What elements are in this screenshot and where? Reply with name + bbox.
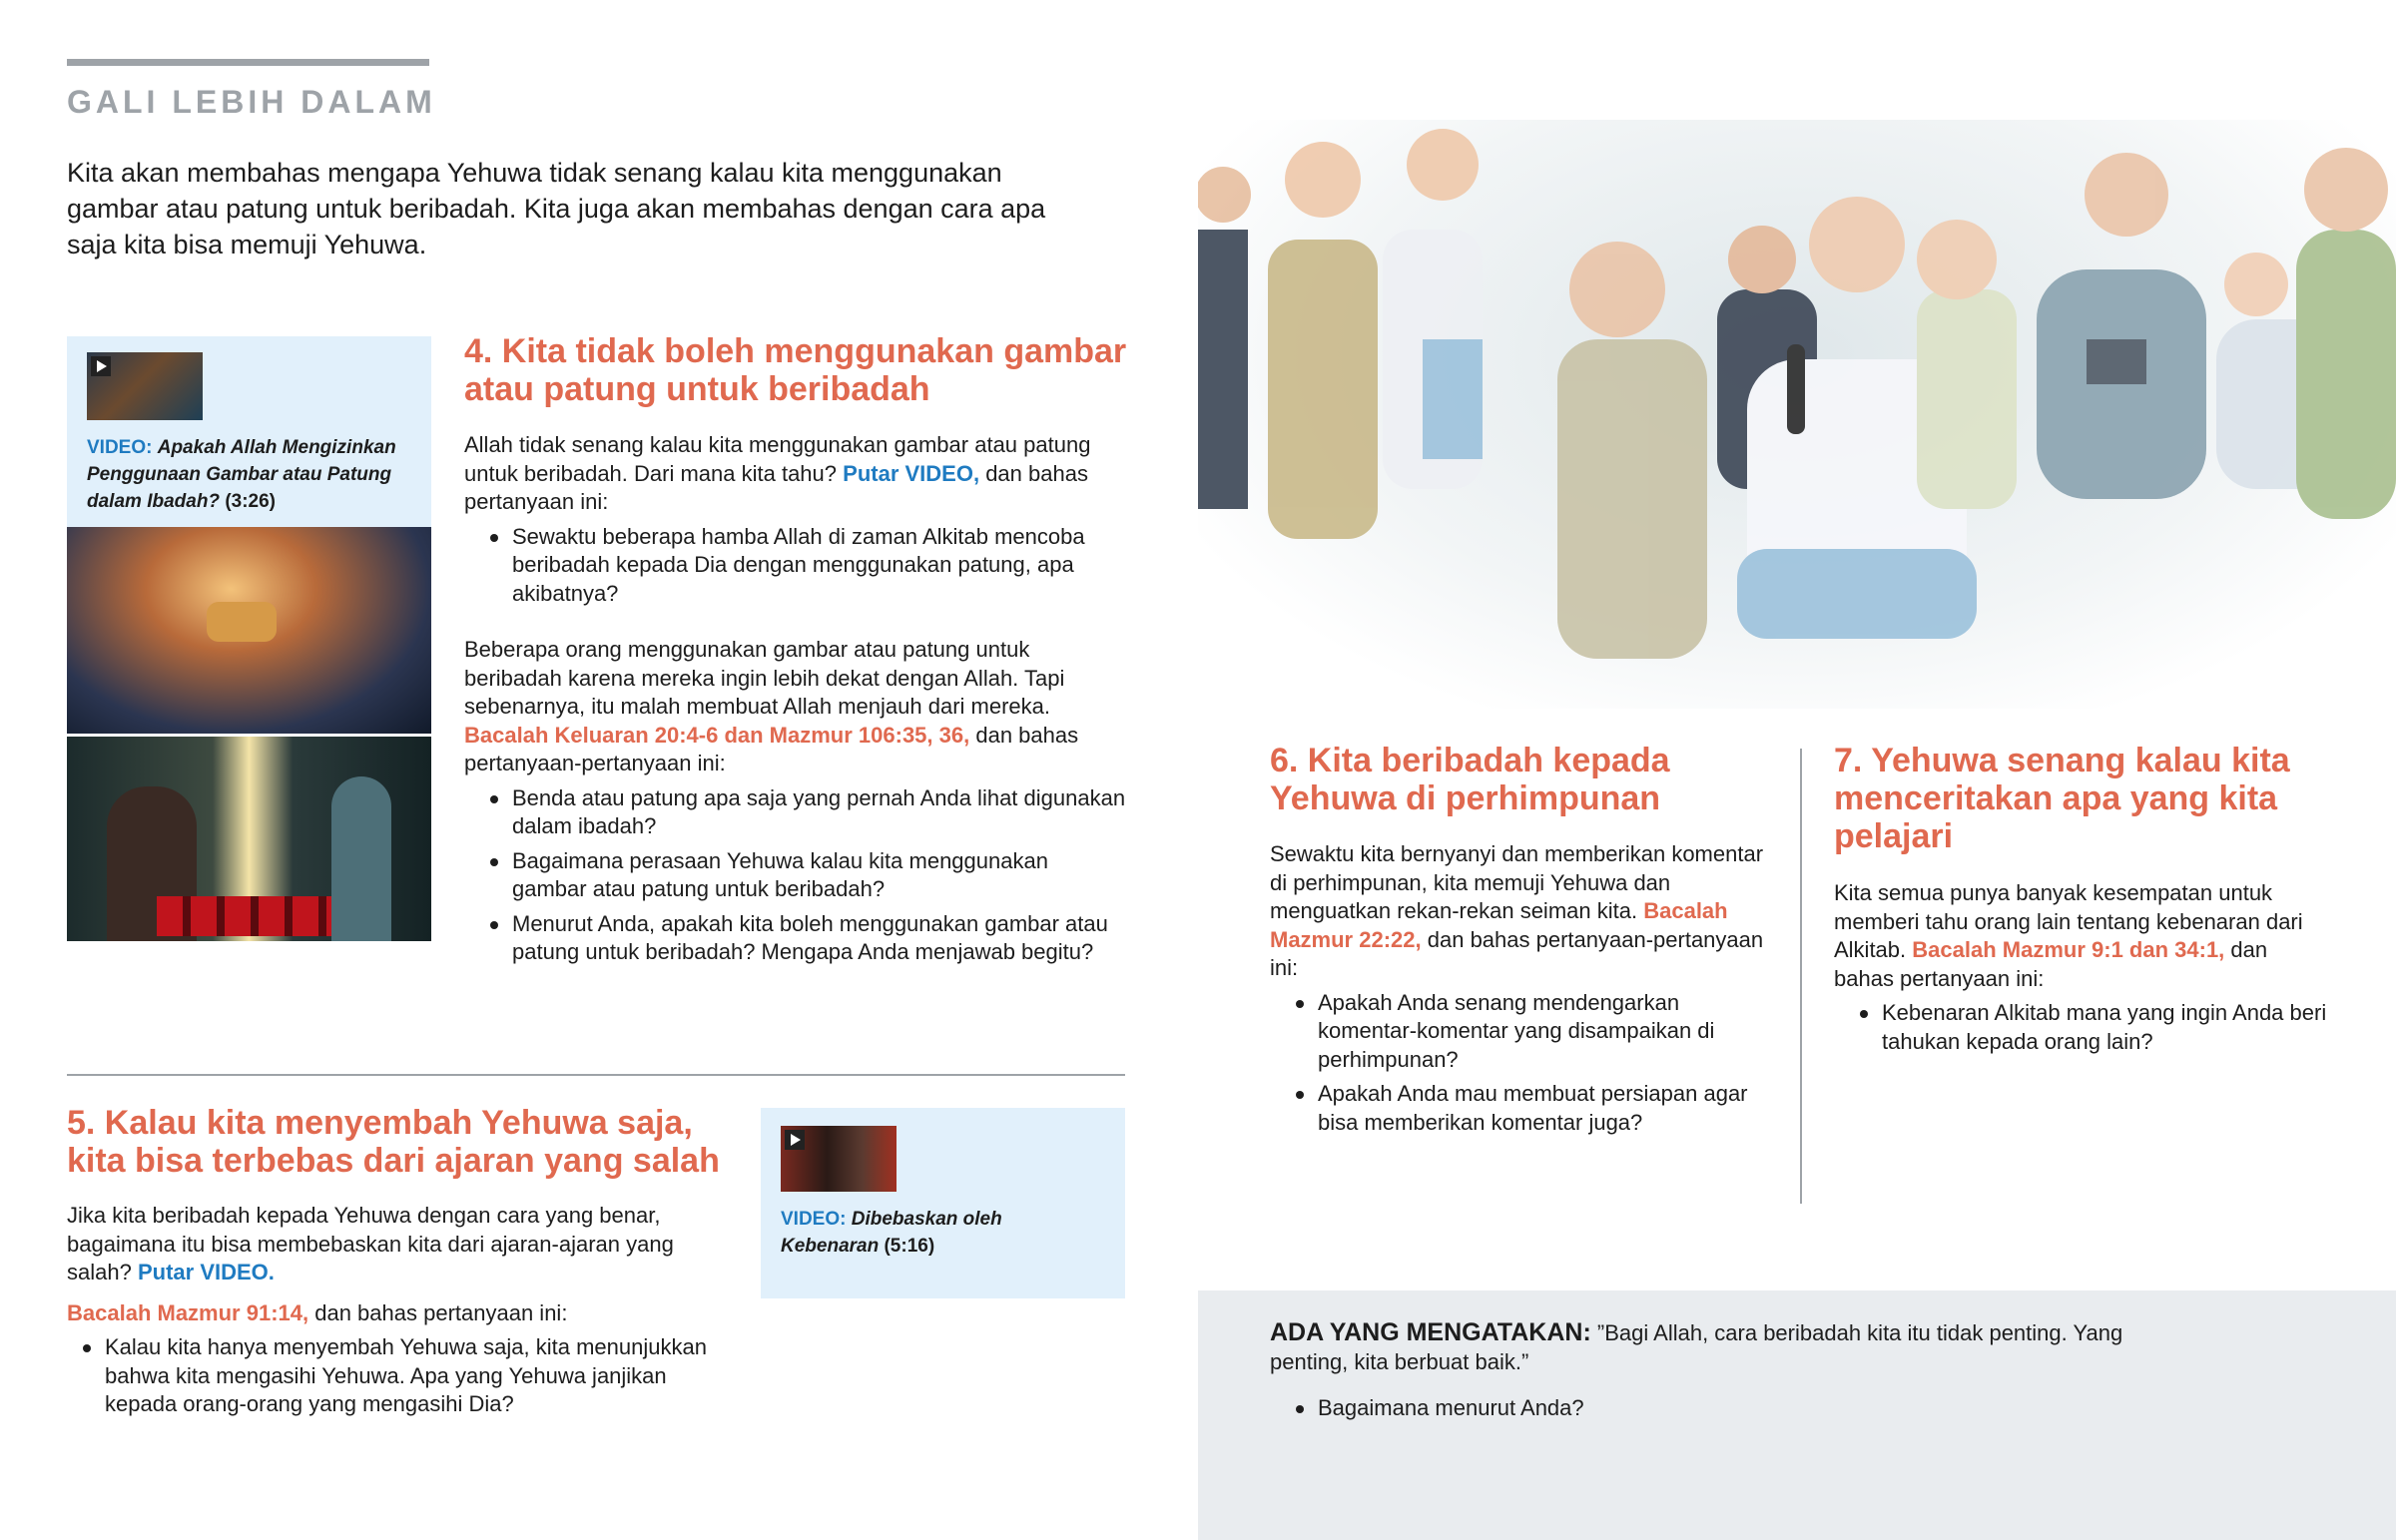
- section-7-heading: 7. Yehuwa senang kalau kita menceritakan apa yang kita pelajari: [1834, 742, 2290, 855]
- video-card-1[interactable]: [67, 336, 431, 527]
- video-label: VIDEO:: [87, 437, 153, 458]
- question-item: Bagaimana perasaan Yehuwa kalau kita menggunakan gambar atau patung untuk beribadah?: [464, 847, 1128, 904]
- man-praying-illustration: [67, 737, 431, 941]
- question-item: Apakah Anda senang mendengarkan komentar-komentar yang disampaikan di perhimpunan?: [1270, 989, 1769, 1075]
- video-duration: (5:16): [884, 1236, 935, 1257]
- column-divider: [1800, 749, 1802, 1204]
- section-5-body: Jika kita beribadah kepada Yehuwa dengan cara yang benar, bagaimana itu bisa membebaskan kita dari ajaran-ajaran yang salah? Putar VIDEO. Bacalah Mazmur 91:14, dan bahas pertanyaan ini: Kalau kita hanya menyembah Yehuwa saja, kita menunjukkan bahwa kita mengasihi Yehuwa. Apa yang Yehuwa janjikan kepada orang-orang yang mengasihi Dia?: [67, 1202, 726, 1419]
- play-icon: [91, 356, 111, 376]
- scripture-link[interactable]: Bacalah Mazmur 91:14,: [67, 1299, 309, 1325]
- section-4-heading: 4. Kita tidak boleh menggunakan gambar atau patung untuk beribadah: [464, 332, 1127, 408]
- question-item: Benda atau patung apa saja yang pernah Anda lihat digunakan dalam ibadah?: [464, 784, 1128, 841]
- play-video-link[interactable]: Putar VIDEO.: [137, 1260, 275, 1284]
- video-thumbnail[interactable]: [87, 352, 203, 420]
- play-icon: [785, 1130, 805, 1150]
- scripture-link[interactable]: Bacalah Keluaran 20:4-6 dan Mazmur 106:35, 36,: [464, 722, 970, 748]
- section-6-body: Sewaktu kita bernyanyi dan memberikan komentar di perhimpunan, kita memuji Yehuwa dan menguatkan rekan-rekan seiman kita. Bacalah Mazmur 22:22, dan bahas pertanyaan-pertanyaan ini: Apakah Anda senang mendengarkan komentar-komentar yang disampaikan di perhimpunan? Apakah Anda mau membuat persiapan agar bisa memberikan komentar juga?: [1270, 840, 1769, 1137]
- some-say-quote: ”Bagi Allah, cara beribadah kita itu tidak penting. Yang penting, kita berbuat baik.”: [1270, 1320, 2123, 1374]
- section-7-body: Kita semua punya banyak kesempatan untuk memberi tahu orang lain tentang kebenaran dari Alkitab. Bacalah Mazmur 9:1 dan 34:1, dan bahas pertanyaan ini: Kebenaran Alkitab mana yang ingin Anda beri tahukan kepada orang lain?: [1834, 879, 2333, 1056]
- some-say-label: ADA YANG MENGATAKAN:: [1270, 1318, 1591, 1346]
- congregation-illustration: [1198, 120, 2396, 709]
- video-thumbnail[interactable]: [781, 1126, 897, 1192]
- question-item: Menurut Anda, apakah kita boleh menggunakan gambar atau patung untuk beribadah? Mengapa Anda menjawab begitu?: [464, 910, 1128, 967]
- some-say-box: [1198, 1290, 2396, 1540]
- scripture-link[interactable]: Bacalah Mazmur 9:1 dan 34:1,: [1912, 937, 2225, 962]
- question-item: Kebenaran Alkitab mana yang ingin Anda beri tahukan kepada orang lain?: [1834, 999, 2333, 1056]
- video-title: Dibebaskan oleh Kebenaran: [781, 1209, 1002, 1257]
- scripture-link[interactable]: Bacalah Mazmur 22:22,: [1270, 898, 1728, 952]
- section-kicker: GALI LEBIH DALAM: [67, 84, 436, 120]
- question-item: Apakah Anda mau membuat persiapan agar bisa memberikan komentar juga?: [1270, 1080, 1769, 1137]
- question-item: Kalau kita hanya menyembah Yehuwa saja, kita menunjukkan bahwa kita mengasihi Yehuwa. Apa yang Yehuwa janjikan kepada orang-orang yang mengasihi Dia?: [57, 1333, 726, 1419]
- section-6-heading: 6. Kita beribadah kepada Yehuwa di perhimpunan: [1270, 742, 1670, 817]
- section-5-heading: 5. Kalau kita menyembah Yehuwa saja, kita bisa terbebas dari ajaran yang salah: [67, 1104, 720, 1180]
- intro-text: Kita akan membahas mengapa Yehuwa tidak senang kalau kita menggunakan gambar atau patung untuk beribadah. Kita juga akan membahas dengan cara apa saja kita bisa memuji Yehuwa.: [67, 158, 1046, 259]
- play-video-link[interactable]: Putar VIDEO,: [843, 460, 980, 486]
- question-item: Bagaimana menurut Anda?: [1270, 1394, 2069, 1423]
- question-item: Sewaktu beberapa hamba Allah di zaman Alkitab mencoba beribadah kepada Dia dengan menggunakan patung, apa akibatnya?: [464, 523, 1128, 609]
- golden-calf-illustration: [67, 527, 431, 734]
- video-card-2[interactable]: [761, 1108, 1125, 1298]
- section-4-body: Allah tidak senang kalau kita menggunakan gambar atau patung untuk beribadah. Dari mana kita tahu? Putar VIDEO, dan bahas pertanyaan ini: Sewaktu beberapa hamba Allah di zaman Alkitab mencoba beribadah kepada Dia dengan menggunakan patung, apa akibatnya? Beberapa orang menggunakan gambar atau patung untuk beribadah karena mereka ingin lebih dekat dengan Allah. Tapi sebenarnya, itu malah membuat Allah menjauh dari mereka. Bacalah Keluaran 20:4-6 dan Mazmur 106:35, 36, dan bahas pertanyaan-pertanyaan ini: Benda atau patung apa saja yang pernah Anda lihat digunakan dalam ibadah? Bagaimana perasaan Yehuwa kalau kita menggunakan gambar atau patung untuk beribadah? Menurut Anda, apakah kita boleh menggunakan gambar atau patung untuk beribadah? Mengapa Anda menjawab begitu?: [464, 431, 1128, 967]
- section-rule: [67, 59, 429, 66]
- video-title: Apakah Allah Mengizinkan Penggunaan Gambar atau Patung dalam Ibadah?: [87, 437, 396, 512]
- video-label: VIDEO:: [781, 1209, 847, 1230]
- video-duration: (3:26): [225, 491, 276, 512]
- divider: [67, 1074, 1125, 1076]
